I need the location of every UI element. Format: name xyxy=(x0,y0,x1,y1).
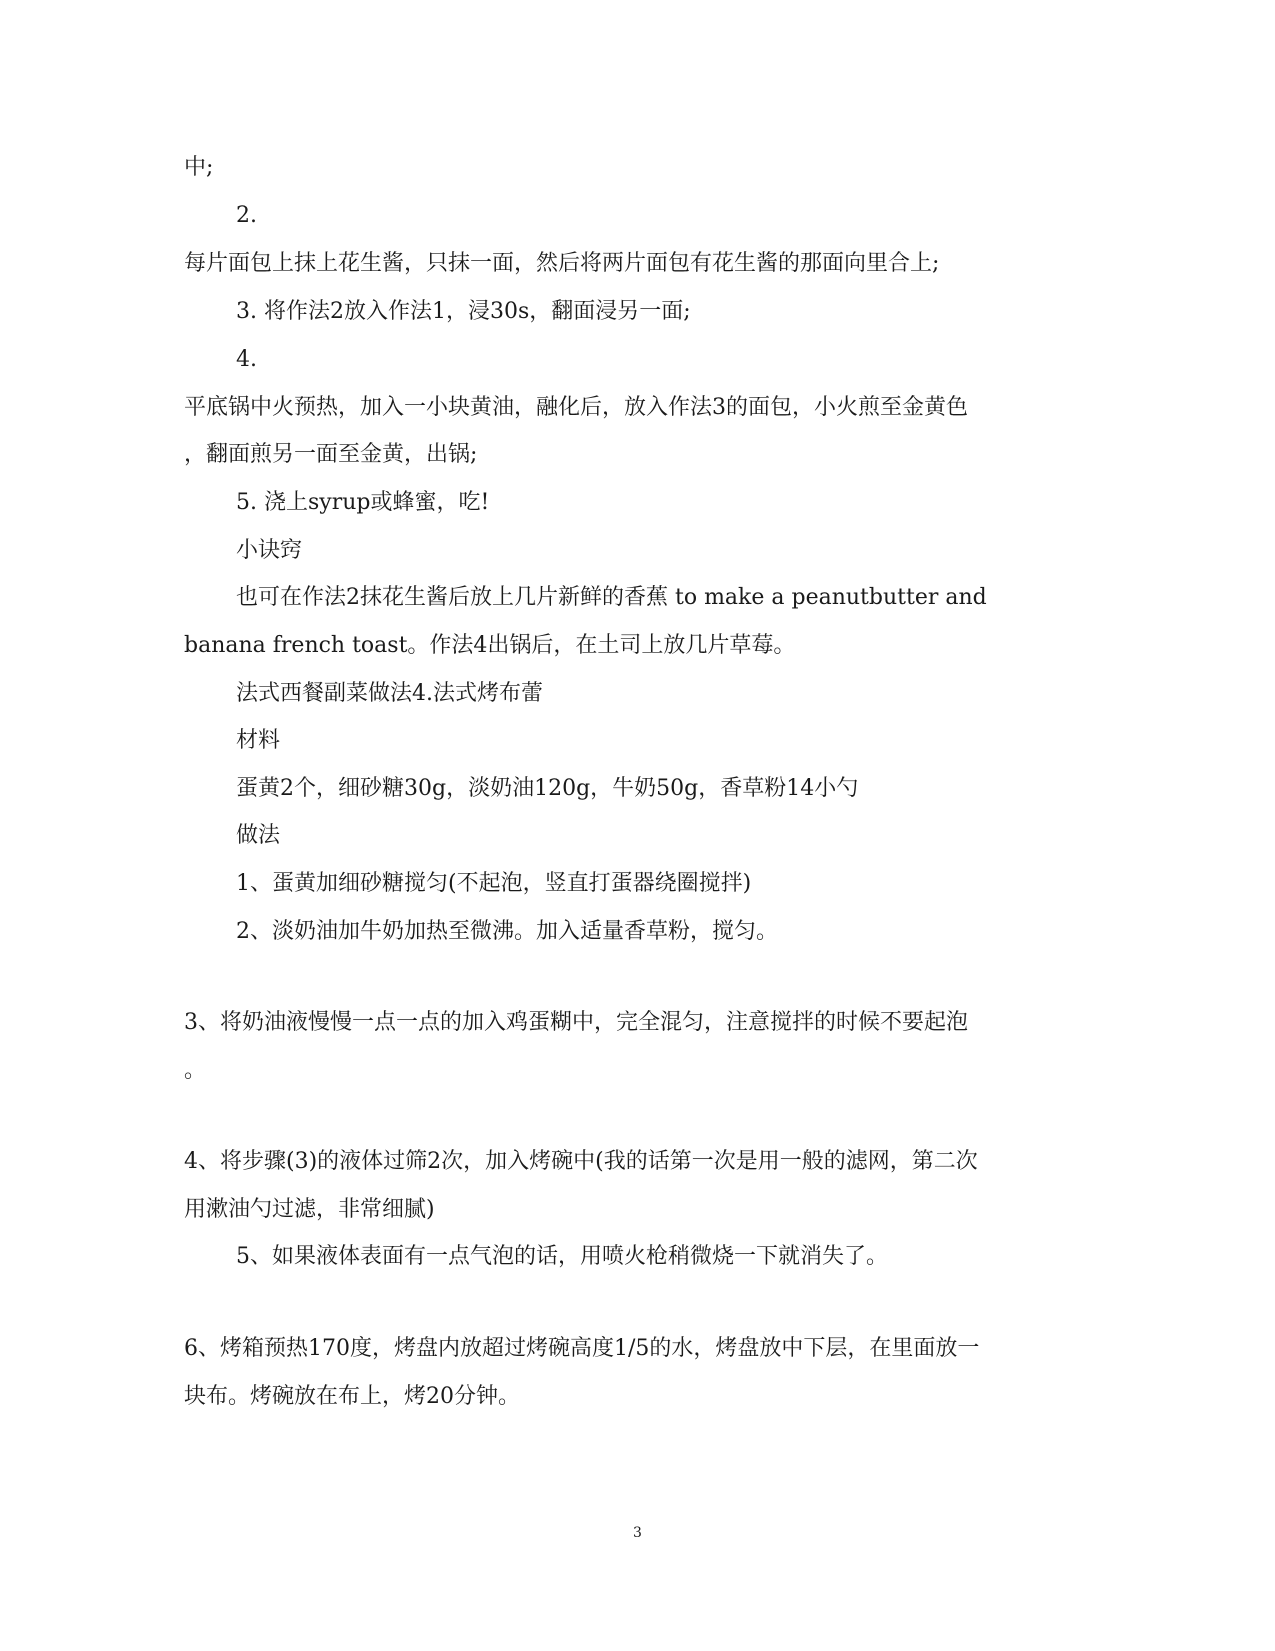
text-line: 3. 将作法2放入作法1，浸30s，翻面浸另一面; xyxy=(236,299,691,324)
text-line: 1、蛋黄加细砂糖搅匀(不起泡，竖直打蛋器绕圈搅拌) xyxy=(236,871,752,896)
text-line: ，翻面煎另一面至金黄，出锅; xyxy=(184,442,478,467)
text-line: banana french toast。作法4出锅后，在土司上放几片草莓。 xyxy=(184,633,796,658)
text-line: 蛋黄2个，细砂糖30g，淡奶油120g，牛奶50g，香草粉14小勺 xyxy=(236,776,859,801)
page-number: 3 xyxy=(633,1525,642,1541)
text-line: 中; xyxy=(184,155,214,180)
text-line: 5. 浇上syrup或蜂蜜，吃! xyxy=(236,490,490,515)
text-line: 用漱油勺过滤，非常细腻) xyxy=(184,1197,435,1222)
text-line: 平底锅中火预热，加入一小块黄油，融化后，放入作法3的面包，小火煎至金黄色 xyxy=(184,395,968,420)
section-heading: 小诀窍 xyxy=(236,538,303,563)
text-line: 。 xyxy=(184,1058,207,1083)
text-line: 每片面包上抹上花生酱，只抹一面，然后将两片面包有花生酱的那面向里合上; xyxy=(184,251,940,276)
section-heading: 做法 xyxy=(236,823,281,848)
text-line: 5、如果液体表面有一点气泡的话，用喷火枪稍微烧一下就消失了。 xyxy=(236,1244,888,1269)
text-line: 2、淡奶油加牛奶加热至微沸。加入适量香草粉，搅匀。 xyxy=(236,919,778,944)
text-line: 3、将奶油液慢慢一点一点的加入鸡蛋糊中，完全混匀，注意搅拌的时候不要起泡 xyxy=(184,1010,968,1035)
section-heading: 材料 xyxy=(236,728,281,753)
text-line: 4、将步骤(3)的液体过筛2次，加入烤碗中(我的话第一次是用一般的滤网，第二次 xyxy=(184,1149,978,1174)
recipe-title: 法式西餐副菜做法4.法式烤布蕾 xyxy=(236,681,543,706)
text-line: 2. xyxy=(236,203,257,228)
text-line: 4. xyxy=(236,347,257,372)
text-line: 也可在作法2抹花生酱后放上几片新鲜的香蕉 to make a peanutbutter and xyxy=(236,585,987,610)
text-line: 6、烤箱预热170度，烤盘内放超过烤碗高度1/5的水，烤盘放中下层，在里面放一 xyxy=(184,1336,980,1361)
text-line: 块布。烤碗放在布上，烤20分钟。 xyxy=(184,1384,520,1409)
